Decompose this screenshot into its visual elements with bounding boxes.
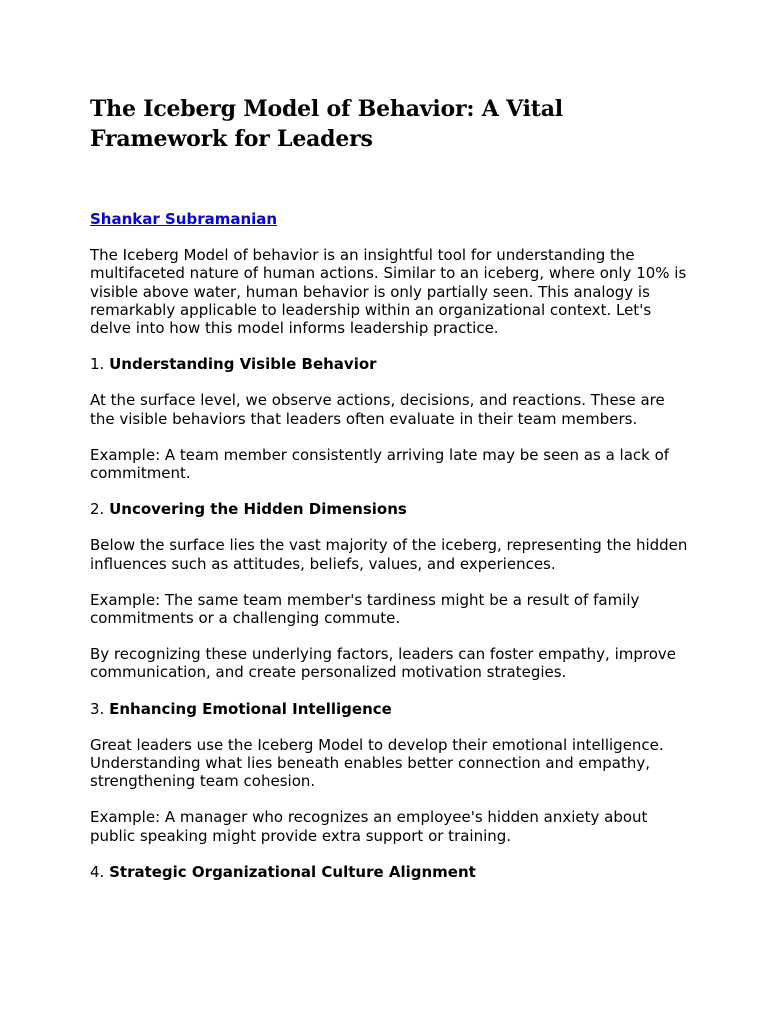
author-link[interactable]: Shankar Subramanian (90, 210, 278, 228)
section-2-paragraph-1: Below the surface lies the vast majority of the iceberg, representing the hidden influences such as attitudes, beliefs, values, and experiences. (90, 536, 688, 573)
section-heading-text: Understanding Visible Behavior (109, 355, 377, 374)
section-2-paragraph-2: Example: The same team member's tardiness might be a result of family commitments or a challenging commute. (90, 590, 640, 628)
section-heading-3 (90, 700, 690, 718)
section-number: 4. (90, 862, 105, 881)
section-3-paragraph-2: Example: A manager who recognizes an employee's hidden anxiety about public speaking might provide extra support or training. (90, 808, 648, 845)
section-heading-2 (90, 500, 690, 518)
section-number: 2. (90, 500, 105, 519)
section-heading-text: Strategic Organizational Culture Alignment (109, 862, 476, 881)
document-page (90, 94, 690, 881)
section-3-paragraph-1: Great leaders use the Iceberg Model to develop their emotional intelligence. Understanding what lies beneath enables better connection and empathy, strengthening team cohesion. (90, 735, 664, 791)
section-2-paragraph-3: By recognizing these underlying factors, leaders can foster empathy, improve communication, and create personalized motivation strategies. (90, 645, 677, 682)
section-number: 1. (90, 355, 105, 374)
section-heading-1 (90, 355, 690, 373)
section-number: 3. (90, 699, 105, 718)
intro-paragraph: The Iceberg Model of behavior is an insightful tool for understanding the multifaceted nature of human actions. Similar to an iceberg, where only 10% is visible above water, human behavior is only partially seen. This analogy is remarkably applicable to leadership within an organizational context. Let's delve into how this model informs leadership practice. (90, 246, 687, 338)
document-title: The Iceberg Model of Behavior: A Vital Framework for Leaders (90, 96, 563, 152)
section-heading-4 (90, 863, 690, 881)
section-heading-text: Enhancing Emotional Intelligence (109, 699, 392, 718)
section-1-paragraph-2: Example: A team member consistently arriving late may be seen as a lack of commitment. (90, 445, 670, 483)
section-heading-text: Uncovering the Hidden Dimensions (109, 500, 407, 519)
author-line (90, 210, 690, 228)
section-1-paragraph-1: At the surface level, we observe actions, decisions, and reactions. These are the visible behaviors that leaders often evaluate in their team members. (90, 391, 665, 428)
